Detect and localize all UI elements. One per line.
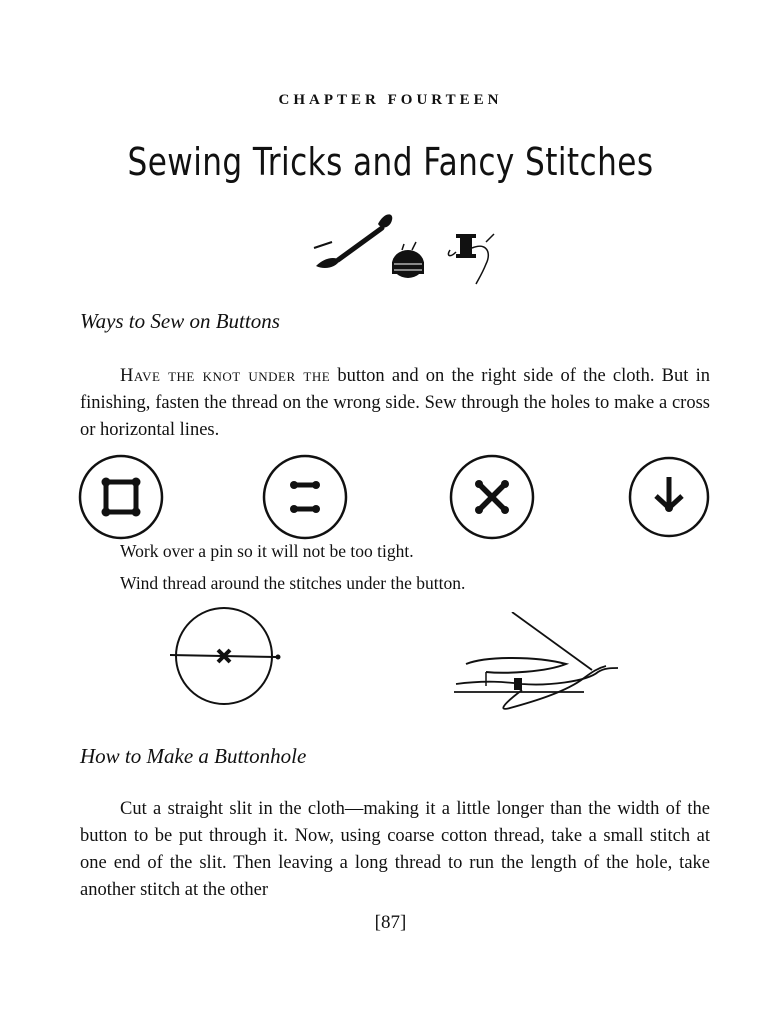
section-heading-buttons: Ways to Sew on Buttons [80,309,280,333]
square-stitch-button-icon [76,452,166,542]
arrow-stitch-button-icon [624,452,714,542]
page-number: [87] [374,912,407,933]
button-stitch-row [0,452,781,542]
thread-shank-icon [446,612,622,712]
section-heading-buttonhole: How to Make a Buttonhole [80,744,307,768]
cross-stitch-button-icon [447,452,537,542]
chapter-title: Sewing Tricks and Fancy Stitches [127,140,654,184]
needle-threader-icon [314,214,392,268]
pincushion-icon [392,242,424,278]
paragraph-buttonhole [80,796,710,904]
chapter-label: CHAPTER FOURTEEN [278,92,503,108]
button-over-pin-icon [166,604,286,710]
note-pin: Work over a pin so it will not be too tight. [120,541,414,561]
paragraph-body: button and on the right side of the cloth. But in finishing, fasten the thread on the wrong side. Sew through the holes to make a cross or horizontal lines. [80,366,711,440]
paragraph-body: Cut a straight slit in the cloth—making it a little longer than the width of the button to be put through it. Now, using coarse cotton thread, take a small stitch at one end of the slit. Then leaving a long thread to run the length of the hole, take another stitch at the other [80,799,710,900]
paragraph-buttons [80,363,710,444]
parallel-stitch-button-icon [260,452,350,542]
paragraph-lead: Have the knot under the [120,366,331,386]
thread-spool-icon [448,234,494,284]
note-wind-thread: Wind thread around the stitches under the button. [120,573,466,593]
sewing-notions-illustration [310,208,500,288]
